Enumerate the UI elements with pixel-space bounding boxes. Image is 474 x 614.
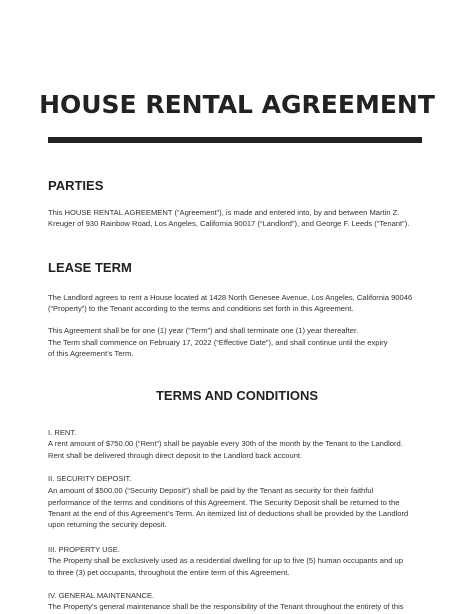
- use-line-1: The Property shall be exclusively used as a residential dwelling for up to five (5) human occupants and up: [48, 556, 403, 565]
- deposit-line-3: Tenant at the end of this Agreement’s Term. An itemized list of deductions shall be provided by the Landlord: [48, 509, 409, 518]
- use-line-2: to three (3) pet occupants, throughout the entire term of this Agreement.: [48, 568, 290, 577]
- parties-line-1: This HOUSE RENTAL AGREEMENT (“Agreement”), is made and entered into, by and between Martin Z.: [48, 208, 400, 217]
- lease-term-line-3: This Agreement shall be for one (1) year (“Term”) and shall terminate one (1) year thereafter.: [48, 326, 359, 335]
- deposit-line-4: upon returning the security deposit.: [48, 520, 167, 529]
- document-title: HOUSE RENTAL AGREEMENT: [39, 90, 435, 119]
- maintenance-line-1: The Property’s general maintenance shall be the responsibility of the Tenant throughout the entirety of this: [48, 602, 404, 611]
- deposit-title: II. SECURITY DEPOSIT.: [48, 474, 132, 483]
- lease-term-line-5: of this Agreement’s Term.: [48, 349, 134, 358]
- maintenance-title: IV. GENERAL MAINTENANCE.: [48, 591, 155, 600]
- lease-term-heading: LEASE TERM: [48, 260, 132, 275]
- deposit-line-2: performance of the terms and conditions of this Agreement. The Security Deposit shall be returned to the: [48, 498, 400, 507]
- title-divider: [48, 137, 422, 143]
- lease-term-line-4: The Term shall commence on February 17, 2022 (“Effective Date”), and shall continue until the expiry: [48, 338, 388, 347]
- rent-line-1: A rent amount of $750.00 (“Rent”) shall be payable every 30th of the month by the Tenant to the Landlord.: [48, 439, 403, 448]
- use-title: III. PROPERTY USE.: [48, 545, 120, 554]
- lease-term-line-2: (“Property”) to the Tenant according to the terms and conditions set forth in this Agreement.: [48, 304, 354, 313]
- parties-line-2: Kreuger of 930 Rainbow Road, Los Angeles, California 90017 (“Landlord”), and George F. Leeds (“Tenant”).: [48, 219, 410, 228]
- lease-term-line-1: The Landlord agrees to rent a House located at 1428 North Genesee Avenue, Los Angeles, California 90046: [48, 293, 413, 302]
- parties-heading: PARTIES: [48, 178, 104, 193]
- rent-line-2: Rent shall be delivered through direct deposit to the Landlord back account.: [48, 451, 303, 460]
- rent-title: I. RENT.: [48, 428, 77, 437]
- deposit-line-1: An amount of $500.00 (“Security Deposit”) shall be paid by the Tenant as security for their faithful: [48, 486, 374, 495]
- terms-heading: TERMS AND CONDITIONS: [155, 388, 319, 403]
